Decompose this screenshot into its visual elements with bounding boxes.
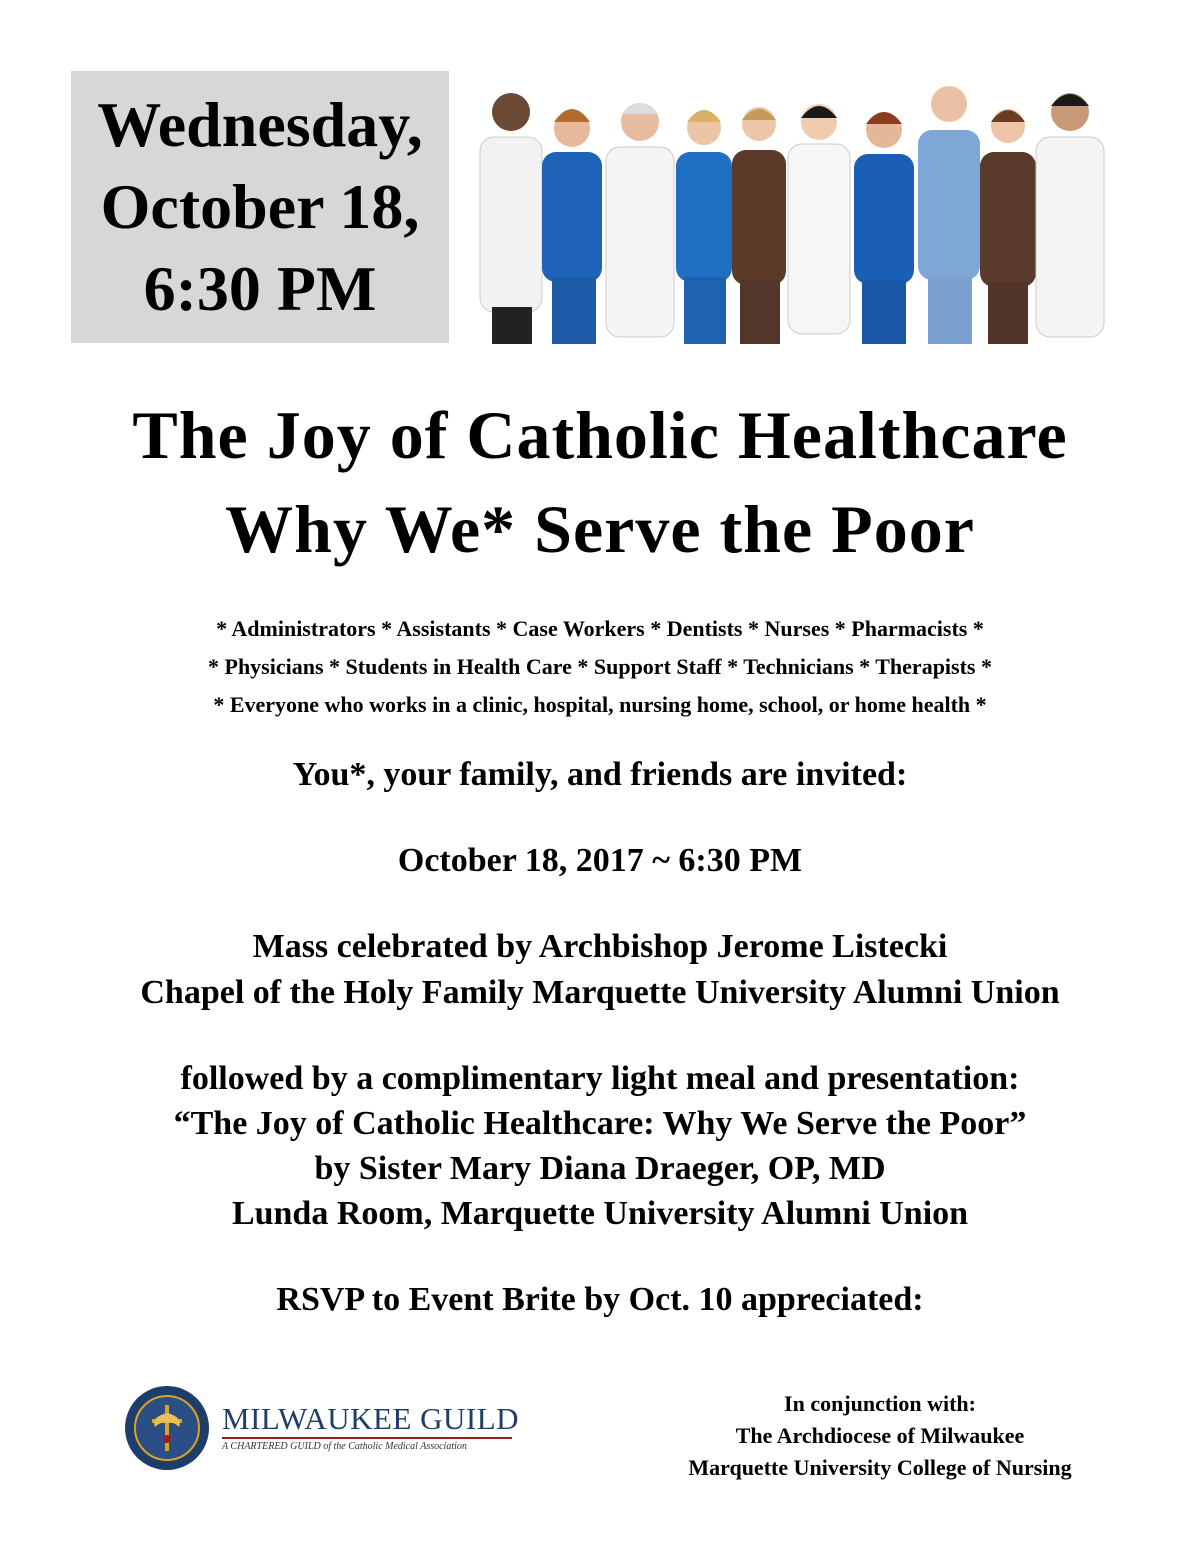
roles-line-3: * Everyone who works in a clinic, hospital, nursing home, school, or home health * xyxy=(213,692,987,717)
staff-figure-8 xyxy=(918,86,980,344)
staff-figure-2 xyxy=(542,109,602,344)
mass-celebrant: Mass celebrated by Archbishop Jerome Listecki xyxy=(252,928,948,965)
date-weekday: Wednesday, xyxy=(97,89,423,160)
date-day: October 18, xyxy=(100,171,420,242)
guild-tagline: A CHARTERED GUILD of the Catholic Medical Association xyxy=(222,1441,467,1452)
invitation-text: You*, your family, and friends are invited: xyxy=(292,756,908,793)
conjunction-heading: In conjunction with: xyxy=(784,1391,976,1416)
presentation-title: “The Joy of Catholic Healthcare: Why We Serve the Poor” xyxy=(173,1105,1027,1142)
rsvp-text: RSVP to Event Brite by Oct. 10 appreciated: xyxy=(276,1281,924,1318)
date-time: 6:30 PM xyxy=(143,253,377,324)
presentation-intro: followed by a complimentary light meal and presentation: xyxy=(180,1060,1020,1097)
milwaukee-guild-logo xyxy=(122,1383,522,1473)
logo-divider xyxy=(222,1437,512,1439)
guild-seal-icon xyxy=(122,1383,212,1473)
staff-figure-7 xyxy=(854,112,914,344)
roles-line-1: * Administrators * Assistants * Case Workers * Dentists * Nurses * Pharmacists * xyxy=(216,616,984,641)
mass-location: Chapel of the Holy Family Marquette University Alumni Union xyxy=(140,974,1060,1011)
presentation-speaker: by Sister Mary Diana Draeger, OP, MD xyxy=(314,1150,886,1187)
staff-figure-3 xyxy=(606,103,674,337)
staff-figure-9 xyxy=(980,109,1036,344)
presentation-location: Lunda Room, Marquette University Alumni Union xyxy=(231,1195,969,1232)
conjunction-college: Marquette University College of Nursing xyxy=(688,1455,1072,1480)
date-box xyxy=(71,71,449,343)
staff-figure-4 xyxy=(676,110,732,344)
event-subtitle: Why We* Serve the Poor xyxy=(225,491,975,567)
staff-figure-6 xyxy=(788,104,850,334)
conjunction-archdiocese: The Archdiocese of Milwaukee xyxy=(735,1423,1025,1448)
roles-line-2: * Physicians * Students in Health Care * Support Staff * Technicians * Therapists * xyxy=(208,654,992,679)
staff-figure-5 xyxy=(732,107,786,344)
healthcare-staff-photo xyxy=(470,82,1120,344)
event-title: The Joy of Catholic Healthcare xyxy=(132,397,1068,473)
staff-figure-10 xyxy=(1036,93,1104,337)
staff-figure-1 xyxy=(480,93,542,344)
guild-name: MILWAUKEE GUILD xyxy=(222,1401,520,1436)
event-datetime: October 18, 2017 ~ 6:30 PM xyxy=(397,842,803,879)
